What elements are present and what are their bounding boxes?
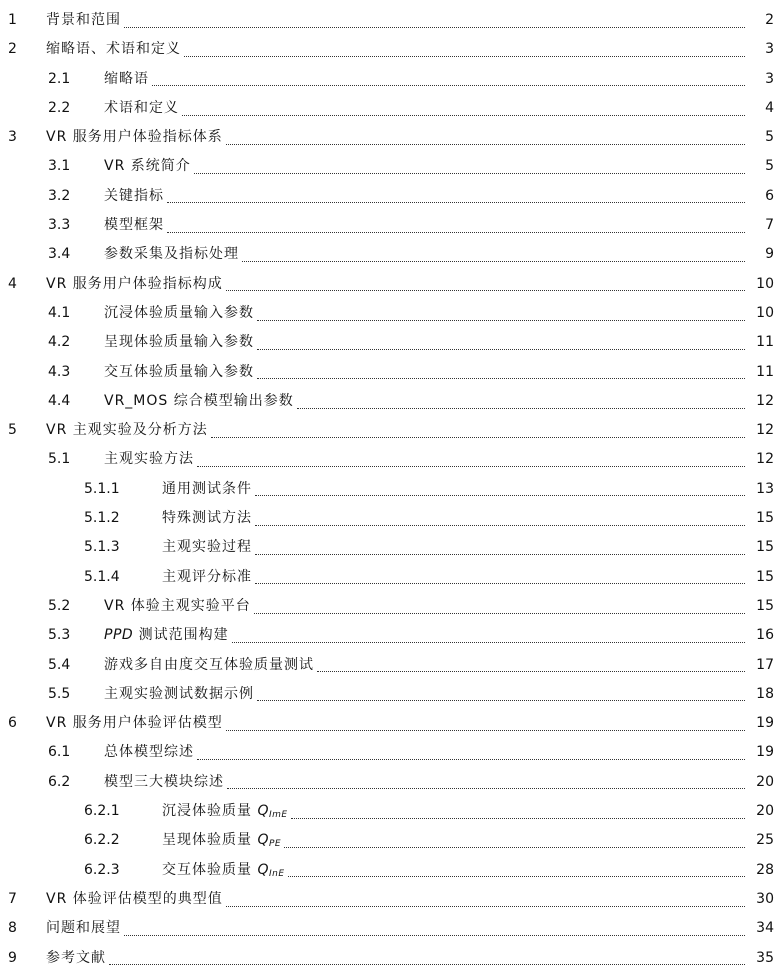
toc-entry-number: 5.1.4 [84,568,120,585]
toc-entry-title-text: 问题和展望 [46,920,121,937]
toc-entry-title-text: 沉浸体验质量输入参数 [104,304,254,321]
toc-entry-title [104,621,229,650]
dot-leader [317,670,745,672]
toc-entry-title-text: VR_MOS 综合模型输出参数 [104,392,294,409]
toc-entry-title [104,358,254,387]
toc-entry[interactable] [0,651,784,680]
toc-entry-number: 6.2.2 [84,832,120,849]
toc-entry[interactable] [0,797,784,826]
dot-leader [257,348,745,350]
toc-entry-title-text: 参考文献 [46,949,106,966]
dot-leader [182,114,745,116]
dot-leader [254,612,745,614]
toc-entry[interactable] [0,299,784,328]
toc-entry-number: 5.2 [48,597,71,614]
toc-entry-title [46,6,121,35]
dot-leader [194,172,745,174]
toc-entry-number: 2.1 [48,70,71,87]
toc-entry-number: 5.5 [48,685,71,702]
toc-entry-title-text: VR 服务用户体验评估模型 [46,715,223,732]
toc-entry-number: 8 [8,920,17,937]
toc-entry-number: 3.1 [48,158,71,175]
toc-entry-title-italic: PPD [104,627,134,644]
toc-entry-title-text: 交互体验质量输入参数 [104,363,254,380]
toc-entry-number: 5.4 [48,656,71,673]
toc-entry-page-number: 15 [756,597,774,614]
toc-entry-page-number: 12 [756,392,774,409]
toc-entry-page-number: 9 [765,246,774,263]
toc-entry[interactable] [0,563,784,592]
toc-entry-number: 3.3 [48,217,71,234]
dot-leader [167,231,745,233]
toc-entry-number: 5.1.1 [84,480,120,497]
toc-entry-title [104,299,254,328]
toc-entry-page-number: 25 [756,832,774,849]
toc-entry-title [46,709,223,738]
dot-leader [257,699,745,701]
toc-entry-title-text: VR 服务用户体验指标构成 [46,275,223,292]
dot-leader [257,319,745,321]
toc-entry-page-number: 20 [756,803,774,820]
toc-entry-title [104,680,254,709]
toc-entry-title [162,475,252,504]
dot-leader [255,494,745,496]
dot-leader [124,934,745,936]
toc-entry-title [104,328,254,357]
dot-leader [288,875,745,877]
toc-entry-page-number: 2 [765,12,774,28]
toc-entry-title [46,914,121,943]
toc-entry-number: 4.1 [48,304,71,321]
toc-entry-title [104,738,194,767]
toc-entry[interactable] [0,504,784,533]
toc-entry-title [162,856,285,889]
toc-entry-symbol: Q [257,803,269,820]
toc-entry-number: 6.2 [48,773,71,790]
toc-entry[interactable] [0,211,784,240]
toc-entry-page-number: 28 [756,861,774,878]
toc-entry-title-text: 主观实验方法 [104,451,194,468]
toc-entry-page-number: 35 [756,949,774,966]
toc-entry-number: 6.2.3 [84,861,120,878]
toc-entry-page-number: 15 [756,510,774,527]
dot-leader [167,201,745,203]
toc-entry-title [46,416,208,445]
dot-leader [152,84,745,86]
toc-entry-title-text: 沉浸体验质量 [162,803,258,820]
toc-entry-page-number: 30 [756,890,774,907]
toc-entry[interactable] [0,152,784,181]
toc-entry-title-text: VR 体验主观实验平台 [104,597,251,614]
toc-entry[interactable] [0,240,784,269]
toc-entry-title-text: 缩略语、术语和定义 [46,41,181,58]
toc-entry-title [46,123,223,152]
toc-entry-page-number: 5 [765,158,774,175]
toc-entry[interactable] [0,475,784,504]
toc-entry-title-text: 背景和范围 [46,12,121,28]
dot-leader [255,524,745,526]
toc-entry[interactable] [0,94,784,123]
toc-entry-title-text: 交互体验质量 [162,861,258,878]
toc-entry-page-number: 34 [756,920,774,937]
toc-entry-number: 6.1 [48,744,71,761]
toc-entry[interactable] [0,123,784,152]
toc-entry-title-text: 模型三大模块综述 [104,773,224,790]
toc-entry[interactable] [0,65,784,94]
toc-entry-title-text: 主观实验过程 [162,539,252,556]
toc-entry-title [46,35,181,64]
toc-entry-symbol: Q [257,861,269,878]
dot-leader [284,846,745,848]
toc-entry[interactable] [0,826,784,855]
toc-entry-page-number: 5 [765,129,774,146]
toc-entry-title-text: 关键指标 [104,187,164,204]
toc-entry[interactable] [0,445,784,474]
toc-entry-number: 4.3 [48,363,71,380]
toc-entry[interactable] [0,387,784,416]
toc-entry-title-text: 主观实验测试数据示例 [104,685,254,702]
toc-entry-page-number: 12 [756,422,774,439]
toc-entry[interactable] [0,6,784,35]
toc-entry-title [162,826,281,859]
toc-entry-page-number: 10 [756,304,774,321]
toc-entry-number: 3.2 [48,187,71,204]
toc-entry[interactable] [0,592,784,621]
toc-entry-subscript: InE [268,868,285,879]
toc-entry-title-text: 通用测试条件 [162,480,252,497]
dot-leader [242,260,745,262]
toc-entry[interactable] [0,416,784,445]
toc-entry-page-number: 17 [756,656,774,673]
toc-entry[interactable] [0,709,784,738]
toc-entry-title-text: 参数采集及指标处理 [104,246,239,263]
toc-entry-title-text: VR 系统简介 [104,158,191,175]
toc-entry-title [162,563,252,592]
toc-entry-page-number: 3 [765,41,774,58]
toc-entry[interactable] [0,358,784,387]
toc-entry-title-text: 呈现体验质量 [162,832,258,849]
toc-entry-page-number: 7 [765,217,774,234]
toc-entry-number: 2.2 [48,99,71,116]
toc-entry-symbol: Q [257,832,269,849]
toc-entry-title [104,211,164,240]
toc-entry-number: 5.1 [48,451,71,468]
toc-entry-number: 9 [8,949,17,966]
dot-leader [197,465,745,467]
toc-entry-page-number: 4 [765,99,774,116]
toc-entry-number: 7 [8,890,17,907]
toc-entry-number: 3.4 [48,246,71,263]
toc-entry-number: 1 [8,12,17,28]
dot-leader [255,553,745,555]
toc-entry-page-number: 10 [756,275,774,292]
toc-entry-title [104,65,149,94]
dot-leader [109,963,745,965]
toc-entry-page-number: 18 [756,685,774,702]
toc-entry-title-text: 缩略语 [104,70,149,87]
toc-entry-number: 2 [8,41,17,58]
dot-leader [184,55,745,57]
dot-leader [232,641,745,643]
toc-entry-title [104,152,191,181]
dot-leader [297,407,745,409]
toc-entry-title-text: VR 主观实验及分析方法 [46,422,208,439]
toc-entry-title-text: 主观评分标准 [162,568,252,585]
dot-leader [124,26,745,28]
dot-leader [255,582,745,584]
dot-leader [257,377,745,379]
toc-entry-page-number: 16 [756,627,774,644]
dot-leader [291,817,745,819]
dot-leader [226,143,745,145]
toc-entry-title [104,651,314,680]
toc-entry-number: 4 [8,275,17,292]
toc-entry-page-number: 12 [756,451,774,468]
toc-entry-title-text: 模型框架 [104,217,164,234]
toc-entry-title-text: 呈现体验质量输入参数 [104,334,254,351]
toc-entry[interactable] [0,621,784,650]
toc-entry-title [104,387,294,416]
toc-entry-page-number: 11 [756,363,774,380]
toc-entry-title [104,592,251,621]
toc-entry-title [104,445,194,474]
toc-entry-number: 4.2 [48,334,71,351]
toc-entry-title [46,885,223,914]
toc-entry-subscript: ImE [268,810,288,821]
toc-entry-number: 4.4 [48,392,71,409]
toc-entry-title [162,797,288,830]
toc-entry-title-text: VR 体验评估模型的典型值 [46,890,223,907]
dot-leader [197,758,745,760]
toc-entry-title [104,768,224,797]
toc-entry[interactable] [0,885,784,914]
toc-entry-title-text: 术语和定义 [104,99,179,116]
toc-entry-title [104,94,179,123]
toc-entry-title [162,504,252,533]
toc-entry-title [162,533,252,562]
toc-entry-number: 5.1.2 [84,510,120,527]
toc-entry-number: 6 [8,715,17,732]
toc-entry-title-text: 游戏多自由度交互体验质量测试 [104,656,314,673]
toc-entry-title [104,182,164,211]
toc-entry-number: 5.3 [48,627,71,644]
toc-entry-page-number: 6 [765,187,774,204]
toc-entry-title [46,944,106,973]
toc-entry-title-rest: 测试范围构建 [133,627,229,644]
toc-entry[interactable] [0,914,784,943]
table-of-contents [0,6,784,973]
toc-entry-title-text: 总体模型综述 [104,744,194,761]
dot-leader [227,787,745,789]
toc-entry-title [104,240,239,269]
toc-entry-title-text: VR 服务用户体验指标体系 [46,129,223,146]
toc-entry-subscript: PE [268,839,282,850]
dot-leader [226,729,745,731]
toc-entry-page-number: 11 [756,334,774,351]
toc-entry[interactable] [0,738,784,767]
toc-entry-page-number: 13 [756,480,774,497]
toc-entry-number: 5 [8,422,17,439]
toc-entry-page-number: 15 [756,539,774,556]
toc-entry[interactable] [0,35,784,64]
toc-entry[interactable] [0,944,784,973]
toc-entry-page-number: 19 [756,715,774,732]
toc-entry[interactable] [0,328,784,357]
toc-entry[interactable] [0,680,784,709]
toc-entry-page-number: 3 [765,70,774,87]
toc-entry-page-number: 15 [756,568,774,585]
toc-entry-title-text: 特殊测试方法 [162,510,252,527]
toc-entry[interactable] [0,270,784,299]
toc-entry-number: 5.1.3 [84,539,120,556]
toc-entry-number: 6.2.1 [84,803,120,820]
toc-entry[interactable] [0,182,784,211]
toc-entry[interactable] [0,533,784,562]
dot-leader [211,436,745,438]
toc-entry-page-number: 20 [756,773,774,790]
toc-entry[interactable] [0,768,784,797]
dot-leader [226,289,745,291]
dot-leader [226,905,745,907]
toc-entry[interactable] [0,856,784,885]
toc-entry-page-number: 19 [756,744,774,761]
toc-entry-title [46,270,223,299]
toc-entry-number: 3 [8,129,17,146]
